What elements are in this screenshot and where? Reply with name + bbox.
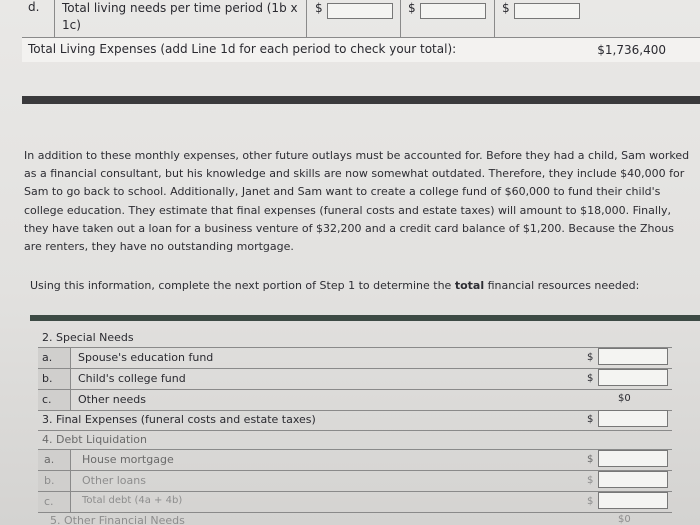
item-letter: b. — [44, 474, 55, 487]
row-divider — [38, 410, 672, 411]
other-loans-label: Other loans — [82, 474, 146, 487]
dollar-sign: $ — [502, 1, 510, 15]
dollar-sign: $ — [587, 454, 594, 465]
dollar-sign: $ — [587, 352, 594, 363]
final-expenses-input[interactable] — [598, 410, 668, 427]
child-college-label: Child's college fund — [78, 372, 186, 385]
period-1-input[interactable] — [327, 3, 393, 19]
other-financial-needs-value: $0 — [618, 514, 631, 525]
debt-liquidation-heading: 4. Debt Liquidation — [42, 433, 148, 446]
other-needs-value: $0 — [618, 393, 631, 404]
item-letter: c. — [42, 393, 52, 406]
other-needs-label: Other needs — [78, 393, 146, 406]
other-financial-needs-label: 5. Other Financial Needs — [50, 514, 185, 525]
row-label: Total living needs per time period (1b x 1c) — [62, 1, 298, 32]
total-living-expenses-label: Total Living Expenses (add Line 1d for each period to check your total): — [28, 42, 457, 56]
row-divider — [38, 430, 672, 431]
column-divider — [70, 390, 71, 410]
item-letter: a. — [42, 351, 53, 364]
row-divider — [38, 512, 672, 513]
special-needs-table — [38, 321, 700, 525]
row-divider — [38, 470, 672, 471]
other-loans-input[interactable] — [598, 471, 668, 488]
living-needs-row-d — [22, 0, 700, 38]
column-divider — [54, 0, 55, 38]
period-2-input[interactable] — [420, 3, 486, 19]
dollar-sign: $ — [587, 475, 594, 486]
dollar-sign: $ — [408, 1, 416, 15]
dollar-sign: $ — [587, 414, 594, 425]
row-letter: d. — [28, 0, 40, 14]
final-expenses-label: 3. Final Expenses (funeral costs and estate taxes) — [42, 413, 316, 426]
section-divider — [22, 96, 700, 104]
column-divider — [400, 0, 401, 38]
total-debt-input[interactable] — [598, 492, 668, 509]
dollar-sign: $ — [587, 496, 594, 507]
dollar-sign: $ — [587, 373, 594, 384]
item-letter: c. — [44, 495, 54, 508]
item-letter: a. — [44, 453, 55, 466]
instruction-text — [30, 279, 639, 292]
column-divider — [70, 348, 71, 368]
row-divider — [38, 368, 672, 369]
house-mortgage-input[interactable] — [598, 450, 668, 467]
child-college-input[interactable] — [598, 369, 668, 386]
column-divider — [306, 0, 307, 38]
column-divider — [70, 450, 71, 470]
house-mortgage-label: House mortgage — [82, 453, 174, 466]
row-divider — [38, 449, 672, 450]
period-3-input[interactable] — [514, 3, 580, 19]
row-divider — [38, 347, 672, 348]
instruction-after: financial resources needed: — [484, 279, 640, 292]
total-living-expenses-row — [22, 38, 700, 62]
column-divider — [494, 0, 495, 38]
row-divider — [38, 491, 672, 492]
row-letter-cell — [38, 492, 70, 512]
spouse-education-label: Spouse's education fund — [78, 351, 214, 364]
total-debt-label: Total debt (4a + 4b) — [82, 495, 183, 506]
spouse-education-input[interactable] — [598, 348, 668, 365]
column-divider — [70, 471, 71, 491]
dollar-sign: $ — [315, 1, 323, 15]
column-divider — [70, 492, 71, 512]
special-needs-heading: 2. Special Needs — [42, 331, 134, 344]
scenario-paragraph: In addition to these monthly expenses, other future outlays must be accounted for. Before they had a child, Sam worked as a financial consultant, but his knowledge and skills are now somewhat outdated. Therefore, they include $40,000 for Sam to go back to school. Additionally, Janet and Sam want to create a college fund of $60,000 to fund their child's college education. They estimate that final expenses (funeral costs and estate taxes) will amount to $18,000. Finally, they have taken out a loan for a business venture of $32,200 and a credit card balance of $1,200. Because the Zhous are renters, they have no outstanding mortgage. — [24, 149, 690, 254]
row-divider — [38, 389, 672, 390]
living-needs-table — [22, 0, 700, 60]
instruction-before: Using this information, complete the next portion of Step 1 to determine the — [30, 279, 455, 292]
instruction-bold: total — [454, 279, 485, 292]
total-living-expenses-value: $1,736,400 — [597, 43, 666, 57]
column-divider — [70, 369, 71, 389]
item-letter: b. — [42, 372, 53, 385]
